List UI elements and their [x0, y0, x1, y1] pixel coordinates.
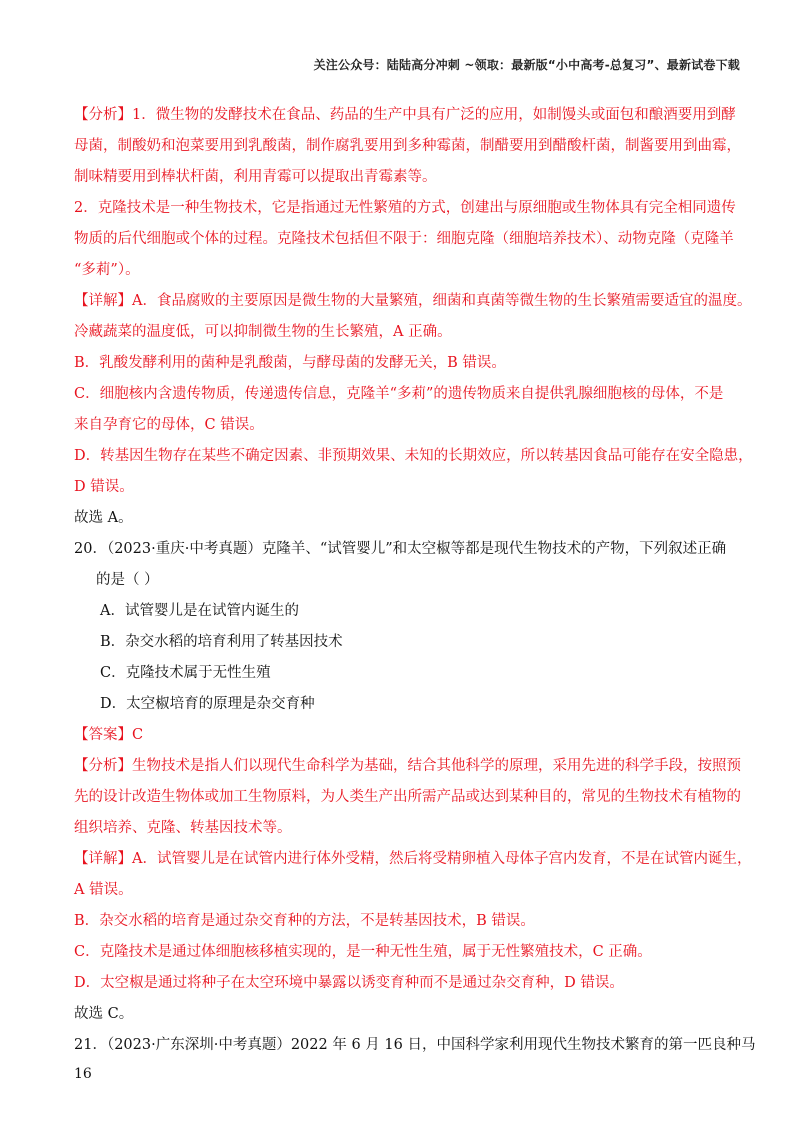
page-header: 关注公众号：陆陆高分冲刺 ~领取：最新版“小中高考-总复习”、最新试卷下载: [313, 58, 740, 72]
detail-line: 【详解】A．食品腐败的主要原因是微生物的大量繁殖，细菌和真菌等微生物的生长繁殖需要适宜的温度。: [74, 293, 752, 309]
analysis-line: 物质的后代细胞或个体的过程。克隆技术包括但不限于：细胞克隆（细胞培养技术）、动物克隆（克隆羊: [74, 231, 734, 247]
option-b: B．杂交水稻的培育利用了转基因技术: [100, 634, 343, 650]
conclusion: 故选 A。: [74, 510, 133, 526]
detail-line: C．细胞核内含遗传物质，传递遗传信息，克隆羊“多莉”的遗传物质来自提供乳腺细胞核的母体，不是: [74, 386, 724, 402]
question-stem: 20．（2023·重庆·中考真题）克隆羊、“试管婴儿”和太空椒等都是现代生物技术的产物，下列叙述正确: [74, 541, 727, 557]
analysis-line: 2．克隆技术是一种生物技术，它是指通过无性繁殖的方式，创建出与原细胞或生物体具有完全相同遗传: [74, 200, 736, 216]
detail-line: 【详解】A．试管婴儿是在试管内进行体外受精，然后将受精卵植入母体子宫内发育，不是在试管内诞生，: [74, 851, 752, 867]
detail-line: B．乳酸发酵利用的菌种是乳酸菌，与酵母菌的发酵无关，B 错误。: [74, 355, 506, 371]
detail-line: D 错误。: [74, 479, 134, 495]
page-content: [74, 100, 756, 1061]
question-stem: 21．（2023·广东深圳·中考真题）2022 年 6 月 16 日，中国科学家利用现代生物技术繁育的第一匹良种马: [74, 1037, 756, 1053]
conclusion: 故选 C。: [74, 1006, 134, 1022]
detail-line: B．杂交水稻的培育是通过杂交育种的方法，不是转基因技术，B 错误。: [74, 913, 535, 929]
detail-line: 冷藏蔬菜的温度低，可以抑制微生物的生长繁殖，A 正确。: [74, 324, 452, 340]
option-a: A．试管婴儿是在试管内诞生的: [100, 603, 299, 619]
option-c: C．克隆技术属于无性生殖: [100, 665, 271, 681]
analysis-tag: 【分析】: [74, 758, 132, 774]
answer: 【答案】C: [74, 727, 144, 743]
analysis-line: 【分析】生物技术是指人们以现代生命科学为基础，结合其他科学的原理，采用先进的科学手段，按照预: [74, 758, 741, 774]
analysis-line: 【分析】1．微生物的发酵技术在食品、药品的生产中具有广泛的应用，如制馒头或面包和酿酒要用到酵: [74, 107, 736, 123]
detail-line: D．转基因生物存在某些不确定因素、非预期效果、未知的长期效应，所以转基因食品可能存在安全隐患，: [74, 448, 753, 464]
page-number: 16: [74, 1066, 92, 1082]
analysis-line: 母菌，制酸奶和泡菜要用到乳酸菌，制作腐乳要用到多种霉菌，制醋要用到醋酸杆菌，制酱要用到曲霉，: [74, 138, 741, 154]
analysis-line: 制味精要用到棒状杆菌，利用青霉可以提取出青霉素等。: [74, 169, 437, 185]
analysis-line: 先的设计改造生物体或加工生物原料，为人类生产出所需产品或达到某种目的，常见的生物技术有植物的: [74, 789, 741, 805]
detail-line: A 错误。: [74, 882, 133, 898]
analysis-tag: 【分析】: [74, 107, 132, 123]
analysis-line: “多莉”）。: [74, 262, 140, 278]
detail-tag: 【详解】: [74, 293, 132, 309]
detail-line: D．太空椒是通过将种子在太空环境中暴露以诱变育种而不是通过杂交育种，D 错误。: [74, 975, 624, 991]
detail-line: C．克隆技术是通过体细胞核移植实现的，是一种无性生殖，属于无性繁殖技术，C 正确。: [74, 944, 652, 960]
detail-line: 来自孕育它的母体，C 错误。: [74, 417, 264, 433]
analysis-line: 组织培养、克隆、转基因技术等。: [74, 820, 292, 836]
option-d: D．太空椒培育的原理是杂交育种: [100, 696, 315, 712]
question-stem: 的是（ ）: [96, 572, 159, 588]
detail-tag: 【详解】: [74, 851, 132, 867]
